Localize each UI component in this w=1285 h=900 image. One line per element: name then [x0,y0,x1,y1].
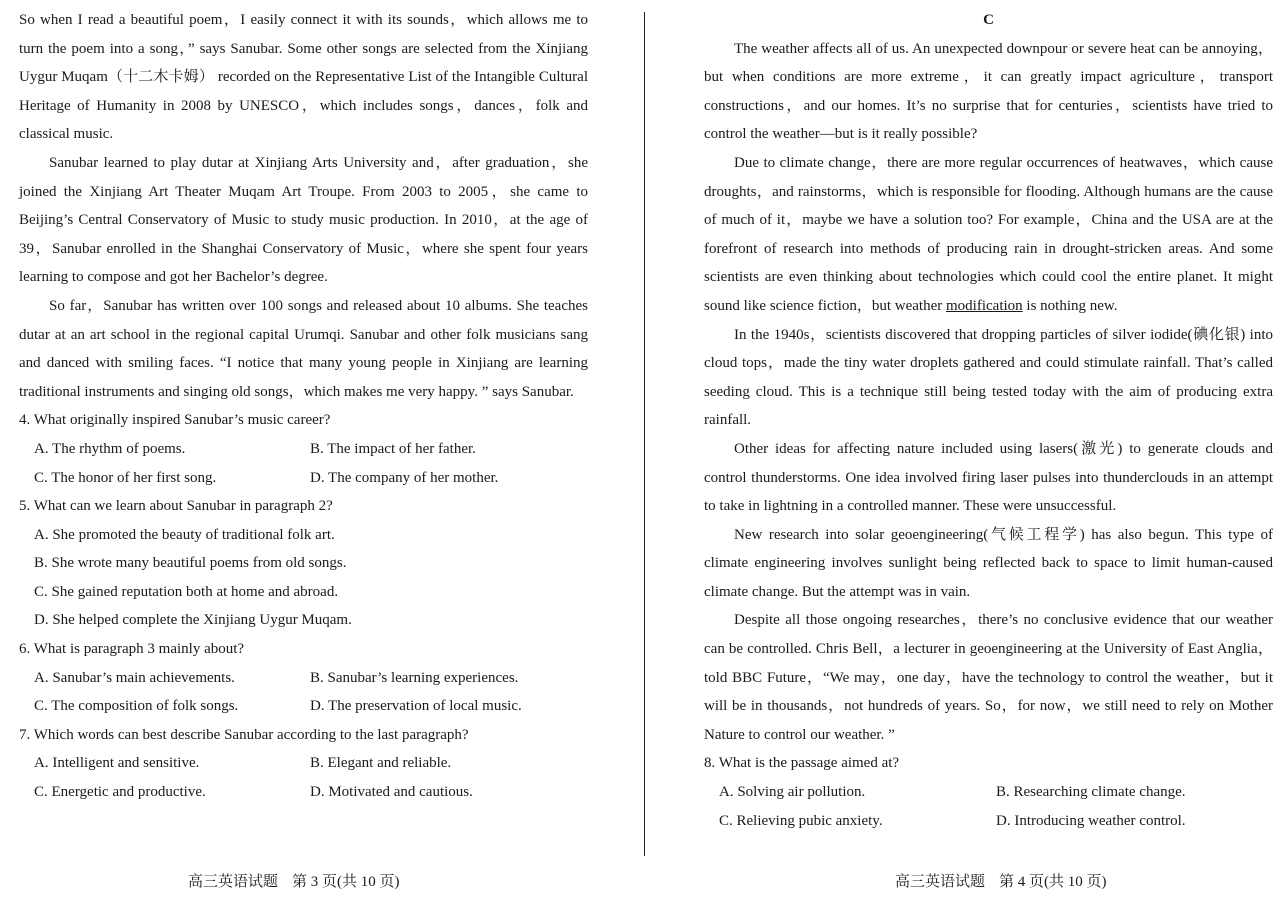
option-a: A. Intelligent and sensitive. [34,755,200,772]
option-a: A. She promoted the beauty of traditional folk art. [34,526,335,543]
options [34,521,588,635]
option-a: A. The rhythm of poems. [34,440,186,457]
option-c: C. The honor of her first song. [34,469,217,486]
question-8 [704,749,1273,835]
paragraph: The weather affects all of us. An unexpected downpour or severe heat can be annoying，but when conditions are more extreme，it can greatly impact agriculture，transport constructions，and our homes. It’s no surprise that for centuries，scientists have tried to control the weather—but is it really possible? [704,40,1273,143]
paragraph [704,149,1273,321]
footer-page-number: 第 4 页(共 10 页) [999,874,1107,890]
option-d: D. Motivated and cautious. [310,784,473,801]
paragraph-text: is nothing new. [1022,297,1118,314]
right-page [704,6,1273,835]
paragraph-text: Due to climate change，there are more regular occurrences of heatwaves，which cause droughts，and rainstorms，which is responsible for flooding. Although humans are the cause of much of it，maybe we have a solution too? For example，China and the USA are at the forefront of research into methods of producing rain in drought-stricken areas. And some scientists are even thinking about technologies which could cool the entire planet. It might sound like science fiction，but weather [704,154,1273,314]
question-4 [19,406,588,492]
question-7 [19,721,588,807]
question-stem: 8. What is the passage aimed at? [704,755,900,772]
page-footer [188,870,400,891]
footer-page-number: 第 3 页(共 10 页) [292,874,400,890]
paragraph: New research into solar geoengineering(气候工程学) has also begun. This type of climate engineering involves sunlight being reflected back to space to limit human-caused climate change. But the attempt was in vain. [704,526,1273,600]
option-d: D. The company of her mother. [310,469,499,486]
page-divider [644,12,645,856]
question-stem: 5. What can we learn about Sanubar in paragraph 2? [19,498,333,515]
options [34,664,588,721]
option-d: D. Introducing weather control. [996,812,1186,829]
question-stem: 6. What is paragraph 3 mainly about? [19,641,245,658]
option-d: D. She helped complete the Xinjiang Uygur Muqam. [34,612,352,629]
option-a: A. Solving air pollution. [719,784,866,801]
paragraph: Sanubar learned to play dutar at Xinjiang Arts University and，after graduation，she joined the Xinjiang Art Theater Muqam Art Troupe. From 2003 to 2005，she came to Beijing’s Central Conservatory of Music to study music production. In 2010，at the age of 39，Sanubar enrolled in the Shanghai Conservatory of Music，where she spent four years learning to compose and got her Bachelor’s degree. [19,154,588,286]
options [34,435,588,492]
footer-title: 高三英语试题 [895,874,986,890]
option-b: B. Researching climate change. [996,784,1186,801]
option-c: C. Relieving pubic anxiety. [719,812,883,829]
option-b: B. The impact of her father. [310,440,476,457]
option-d: D. The preservation of local music. [310,698,522,715]
question-6 [19,635,588,721]
options [34,749,588,806]
section-title: C [983,12,994,28]
option-c: C. The composition of folk songs. [34,698,239,715]
paragraph: Despite all those ongoing researches，there’s no conclusive evidence that our weather can be controlled. Chris Bell，a lecturer in geoengineering at the University of East Anglia，told BBC Future，“We may，one day，have the technology to control the weather，but it will be in thousands，not hundreds of years. So，for now，we still need to rely on Mother Nature to control our weather. ” [704,612,1273,743]
paragraph: Other ideas for affecting nature included using lasers(激光) to generate clouds and control thunderstorms. One idea involved firing laser pulses into thunderclouds in an attempt to take in lightning in a controlled manner. These were unsuccessful. [704,440,1273,515]
left-page [19,6,588,807]
option-c: C. Energetic and productive. [34,784,206,801]
option-b: B. Sanubar’s learning experiences. [310,669,519,686]
options [719,778,1273,835]
option-a: A. Sanubar’s main achievements. [34,669,235,686]
option-c: C. She gained reputation both at home and abroad. [34,583,339,600]
question-5 [19,492,588,635]
footer-title: 高三英语试题 [188,874,279,890]
paragraph: In the 1940s，scientists discovered that dropping particles of silver iodide(碘化银) into cloud tops，made the tiny water droplets gathered and could stimulate rainfall. That’s called seeding cloud. This is a technique still being tested today with the aim of producing extra rainfall. [704,326,1273,429]
option-b: B. She wrote many beautiful poems from old songs. [34,555,347,572]
question-stem: 4. What originally inspired Sanubar’s music career? [19,412,331,429]
page-footer [895,870,1107,891]
paragraph: So when I read a beautiful poem，I easily connect it with its sounds，which allows me to turn the poem into a song，” says Sanubar. Some other songs are selected from the Xinjiang Uygur Muqam（十二木卡姆） recorded on the Representative List of the Intangible Cultural Heritage of Humanity in 2008 by UNESCO，which includes songs，dances，folk and classical music. [19,12,588,143]
paragraph: So far，Sanubar has written over 100 songs and released about 10 albums. She teaches dutar at an art school in the regional capital Urumqi. Sanubar and other folk musicians sang and danced with smiling faces. “I notice that many young people in Xinjiang are learning traditional instruments and singing old songs，which makes me very happy. ” says Sanubar. [19,297,588,400]
underlined-word: modification [946,297,1023,314]
question-stem: 7. Which words can best describe Sanubar according to the last paragraph? [19,726,469,743]
option-b: B. Elegant and reliable. [310,755,452,772]
